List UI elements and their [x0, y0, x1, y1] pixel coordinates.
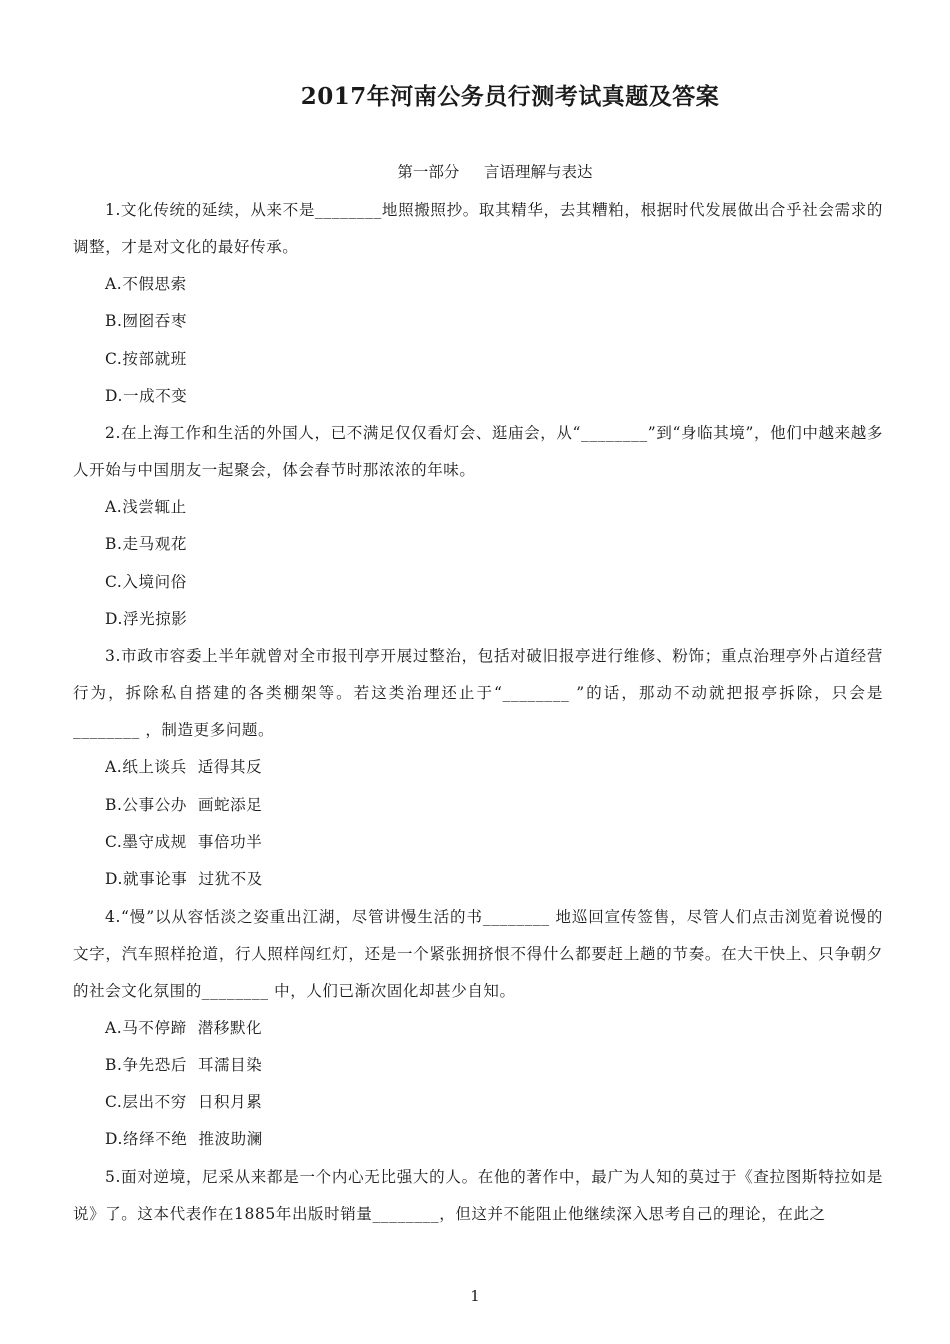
question-3 — [73, 638, 883, 898]
question-stem: 3.市政市容委上半年就曾对全市报刊亭开展过整治，包括对破旧报亭进行维修、粉饰；重点治理亭外占道经营行为，拆除私自搭建的各类棚架等。若这类治理还止于“________ ”的话，那动不动就把报亭拆除，只会是 ________ ，制造更多问题。 — [73, 647, 883, 740]
document-body — [73, 192, 883, 1233]
option-b: B.走马观花 — [105, 535, 187, 554]
option-b: B.囫囵吞枣 — [105, 312, 187, 331]
option-a: A.纸上谈兵 适得其反 — [105, 758, 263, 777]
option-a: A.不假思索 — [105, 275, 187, 293]
question-stem: 2.在上海工作和生活的外国人，已不满足仅仅看灯会、逛庙会，从“________”到“身临其境”，他们中越来越多人开始与中国朋友一起聚会，体会春节时那浓浓的年味。 — [73, 424, 883, 480]
option-c: C.墨守成规 事倍功半 — [105, 832, 263, 851]
document-title: 2017年河南公务员行测考试真题及答案 — [300, 83, 720, 110]
option-d: D.络绎不绝 推波助澜 — [105, 1130, 263, 1149]
question-2 — [73, 415, 883, 638]
question-stem: 4.“慢”以从容恬淡之姿重出江湖，尽管讲慢生活的书________ 地巡回宣传签售，尽管人们点击浏览着说慢的文字，汽车照样抢道，行人照样闯红灯，还是一个紧张拥挤恨不得什么都要赶上趟的节奏。在大干快上、只争朝夕的社会文化氛围的________ 中，人们已渐次固化却甚少自知。 — [73, 907, 883, 1000]
option-a: A.马不停蹄 潜移默化 — [105, 1018, 263, 1037]
option-c: C.按部就班 — [105, 349, 187, 368]
question-4 — [73, 899, 883, 1159]
question-1 — [73, 192, 883, 415]
question-stem: 1.文化传统的延续，从来不是________地照搬照抄。取其精华，去其糟粕，根据时代发展做出合乎社会需求的调整，才是对文化的最好传承。 — [73, 201, 883, 256]
option-d: D.就事论事 过犹不及 — [105, 870, 263, 889]
question-5 — [73, 1159, 883, 1233]
option-c: C.入境问俗 — [105, 572, 187, 591]
option-d: D.浮光掠影 — [105, 610, 188, 629]
option-b: B.公事公办 画蛇添足 — [105, 795, 263, 814]
option-b: B.争先恐后 耳濡目染 — [105, 1055, 263, 1074]
question-stem: 5.面对逆境，尼采从来都是一个内心无比强大的人。在他的著作中，最广为人知的莫过于《查拉图斯特拉如是说》了。这本代表作在1885年出版时销量________，但这并不能阻止他继续深入思考自己的理论，在此之 — [73, 1167, 883, 1223]
option-c: C.层出不穷 日积月累 — [105, 1093, 263, 1112]
option-d: D.一成不变 — [105, 386, 188, 405]
section-heading: 第一部分 言语理解与表达 — [397, 163, 593, 181]
option-a: A.浅尝辄止 — [105, 498, 187, 517]
page-number: 1 — [470, 1287, 480, 1305]
